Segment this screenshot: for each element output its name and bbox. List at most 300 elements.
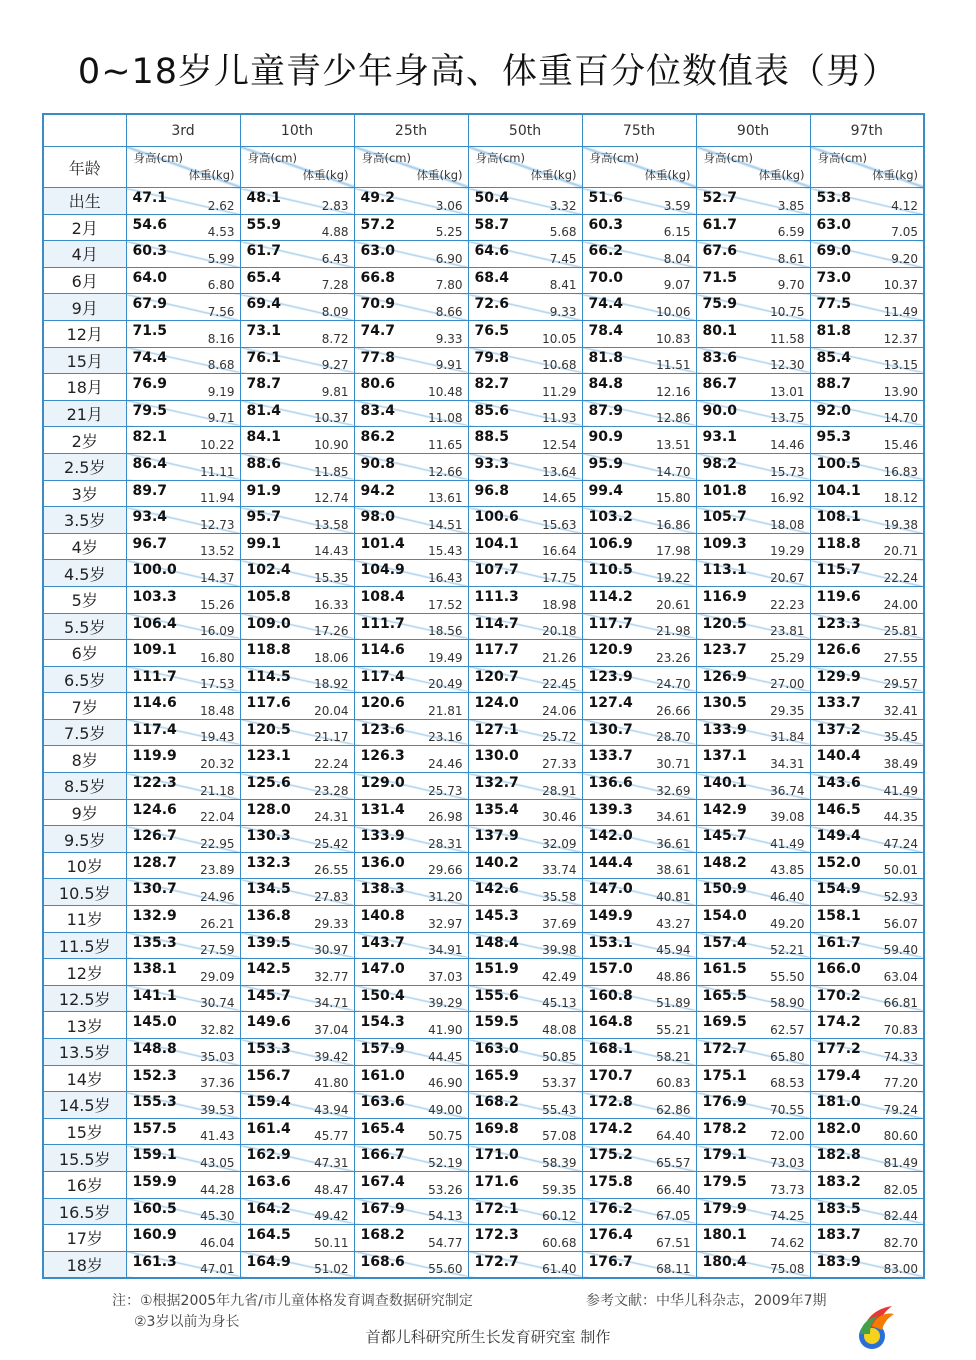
height-value: 149.6 (246, 1014, 291, 1031)
age-cell: 4岁 (43, 533, 126, 560)
value-cell (354, 267, 468, 294)
weight-value: 29.35 (770, 703, 805, 718)
height-value: 48.1 (246, 190, 282, 206)
height-value: 157.9 (360, 1041, 405, 1057)
value-cell (696, 533, 810, 560)
weight-value: 45.77 (314, 1129, 349, 1144)
value-cell (810, 666, 924, 693)
height-value: 102.4 (246, 562, 291, 579)
height-value: 70.9 (360, 296, 396, 313)
value-cell (810, 799, 924, 826)
weight-value: 4.53 (207, 225, 235, 240)
weight-value: 62.57 (770, 1023, 805, 1037)
weight-value: 66.81 (883, 996, 918, 1011)
value-cell (468, 826, 582, 853)
height-value: 130.0 (474, 748, 519, 765)
height-value: 123.7 (702, 642, 747, 659)
age-cell: 4月 (43, 241, 126, 268)
value-cell (354, 985, 468, 1012)
weight-value: 38.49 (883, 757, 918, 772)
weight-value: 49.42 (314, 1209, 349, 1224)
value-cell (240, 932, 354, 959)
weight-value: 80.60 (883, 1129, 918, 1144)
value-cell (126, 719, 240, 746)
height-value: 179.9 (702, 1200, 747, 1217)
height-value: 120.5 (246, 721, 291, 738)
height-value: 174.2 (588, 1120, 633, 1137)
weight-value: 12.66 (428, 464, 463, 479)
weight-value: 21.81 (428, 703, 463, 718)
weight-value: 32.77 (314, 969, 349, 984)
weight-value: 10.37 (883, 278, 918, 293)
age-cell: 15岁 (43, 1118, 126, 1145)
height-value: 69.4 (246, 296, 282, 313)
age-cell: 3岁 (43, 480, 126, 507)
value-cell (240, 347, 354, 374)
weight-value: 20.71 (883, 544, 918, 559)
value-cell (354, 480, 468, 507)
height-value: 94.2 (360, 482, 396, 499)
weight-value: 59.40 (883, 943, 918, 958)
weight-value: 25.73 (428, 783, 463, 798)
height-value: 166.0 (816, 961, 861, 978)
weight-value: 6.90 (435, 251, 463, 266)
height-value: 76.1 (246, 349, 282, 366)
value-cell (354, 188, 468, 215)
weight-value: 72.00 (770, 1129, 805, 1144)
weight-value: 47.01 (200, 1262, 235, 1277)
height-value: 138.3 (360, 881, 405, 898)
value-cell (354, 826, 468, 853)
weight-value: 20.49 (428, 677, 463, 692)
weight-value: 43.85 (770, 863, 805, 878)
height-value: 55.9 (246, 216, 282, 233)
value-cell (696, 1039, 810, 1066)
age-cell: 9岁 (43, 799, 126, 826)
value-cell (354, 241, 468, 268)
height-value: 179.5 (702, 1173, 747, 1190)
age-cell: 12月 (43, 320, 126, 347)
height-subheader: 身高(cm) (475, 151, 525, 165)
table-row (43, 214, 924, 241)
value-cell (354, 666, 468, 693)
weight-value: 15.35 (314, 570, 349, 585)
weight-value: 12.30 (770, 358, 805, 373)
weight-value: 24.00 (883, 597, 918, 612)
height-value: 155.6 (474, 987, 519, 1004)
height-value: 135.3 (132, 934, 177, 951)
weight-value: 74.25 (770, 1209, 805, 1224)
value-cell (810, 773, 924, 800)
height-value: 149.9 (588, 908, 633, 925)
table-row (43, 1012, 924, 1039)
height-value: 124.6 (132, 801, 177, 818)
footnote-2: ②3岁以前为身长 (134, 1314, 240, 1330)
age-cell: 15.5岁 (43, 1145, 126, 1172)
height-value: 104.9 (360, 562, 405, 579)
height-value: 172.8 (588, 1094, 633, 1111)
height-value: 117.4 (360, 668, 405, 685)
value-cell (126, 586, 240, 613)
weight-value: 68.11 (656, 1262, 691, 1277)
height-value: 168.2 (360, 1227, 405, 1244)
value-cell (126, 241, 240, 268)
height-value: 160.5 (132, 1200, 177, 1217)
value-cell (468, 906, 582, 933)
value-cell (468, 1198, 582, 1225)
weight-value: 29.33 (314, 916, 349, 931)
height-subheader: 身高(cm) (703, 151, 753, 165)
weight-value: 58.90 (770, 996, 805, 1011)
value-cell (810, 453, 924, 480)
value-cell (468, 879, 582, 906)
age-cell: 6月 (43, 267, 126, 294)
value-cell (354, 1065, 468, 1092)
value-cell (468, 746, 582, 773)
weight-value: 31.20 (428, 890, 463, 905)
height-value: 168.2 (474, 1094, 519, 1111)
height-value: 167.9 (360, 1200, 405, 1217)
weight-value: 38.61 (656, 863, 691, 878)
value-cell (582, 852, 696, 879)
weight-value: 7.28 (321, 278, 349, 293)
weight-value: 2.62 (207, 198, 235, 213)
height-value: 140.4 (816, 748, 861, 765)
table-row (43, 374, 924, 401)
value-cell (240, 1012, 354, 1039)
height-value: 114.2 (588, 588, 633, 605)
weight-value: 16.80 (200, 650, 235, 665)
weight-value: 10.90 (314, 437, 349, 452)
height-value: 63.0 (816, 216, 852, 233)
table-row (43, 453, 924, 480)
height-value: 61.7 (246, 243, 282, 260)
weight-value: 23.89 (200, 863, 235, 878)
weight-value: 11.08 (428, 411, 463, 426)
weight-value: 27.33 (542, 757, 577, 772)
height-value: 49.2 (360, 190, 396, 206)
value-cell (582, 1118, 696, 1145)
weight-value: 36.61 (656, 836, 691, 851)
height-value: 73.0 (816, 269, 852, 286)
weight-subheader: 体重(kg) (302, 168, 349, 182)
height-value: 163.6 (246, 1173, 291, 1190)
value-cell (696, 586, 810, 613)
weight-value: 8.68 (207, 358, 235, 373)
age-cell: 8岁 (43, 746, 126, 773)
height-value: 132.9 (132, 908, 177, 925)
weight-value: 64.40 (656, 1129, 691, 1144)
value-cell (696, 613, 810, 640)
height-value: 132.3 (246, 854, 291, 871)
height-value: 80.6 (360, 376, 396, 393)
weight-value: 50.01 (883, 863, 918, 878)
value-cell (468, 799, 582, 826)
value-cell (696, 214, 810, 241)
subheader-cell (240, 147, 354, 188)
weight-value: 16.09 (200, 624, 235, 639)
weight-value: 18.12 (883, 491, 918, 506)
height-value: 106.4 (132, 615, 177, 632)
height-value: 77.8 (360, 349, 396, 366)
weight-value: 45.94 (656, 943, 691, 958)
height-value: 52.7 (702, 190, 738, 206)
value-cell (582, 480, 696, 507)
table-row (43, 400, 924, 427)
height-value: 152.3 (132, 1067, 177, 1084)
height-value: 87.9 (588, 402, 624, 419)
weight-value: 18.92 (314, 677, 349, 692)
institute-logo (850, 1300, 898, 1352)
height-value: 64.6 (474, 243, 510, 260)
value-cell (354, 1012, 468, 1039)
value-cell (240, 852, 354, 879)
height-value: 176.7 (588, 1253, 633, 1270)
value-cell (582, 879, 696, 906)
height-value: 115.7 (816, 562, 861, 579)
height-value: 163.6 (360, 1094, 405, 1111)
value-cell (354, 773, 468, 800)
table-row (43, 1118, 924, 1145)
value-cell (354, 852, 468, 879)
weight-value: 55.43 (542, 1102, 577, 1117)
value-cell (810, 1092, 924, 1119)
height-value: 57.2 (360, 216, 396, 233)
value-cell (354, 427, 468, 454)
value-cell (240, 666, 354, 693)
weight-value: 58.39 (542, 1155, 577, 1170)
height-value: 175.2 (588, 1147, 633, 1164)
value-cell (240, 214, 354, 241)
height-value: 100.0 (132, 562, 177, 579)
height-value: 176.2 (588, 1200, 633, 1217)
value-cell (810, 267, 924, 294)
age-cell: 9.5岁 (43, 826, 126, 853)
height-value: 134.5 (246, 881, 291, 898)
height-value: 60.3 (132, 243, 168, 260)
weight-value: 27.59 (200, 943, 235, 958)
table-row (43, 879, 924, 906)
weight-value: 74.62 (770, 1235, 805, 1250)
height-value: 60.3 (588, 216, 624, 233)
weight-value: 30.46 (542, 810, 577, 825)
weight-value: 53.37 (542, 1076, 577, 1091)
value-cell (468, 294, 582, 321)
height-value: 178.2 (702, 1120, 747, 1137)
weight-value: 17.53 (200, 677, 235, 692)
weight-value: 24.31 (314, 810, 349, 825)
value-cell (582, 586, 696, 613)
weight-value: 23.26 (656, 650, 691, 665)
height-value: 101.8 (702, 482, 747, 499)
height-value: 183.9 (816, 1253, 861, 1270)
weight-value: 15.73 (770, 464, 805, 479)
value-cell (354, 1171, 468, 1198)
weight-value: 21.17 (314, 730, 349, 745)
height-value: 145.7 (246, 987, 291, 1004)
value-cell (240, 826, 354, 853)
height-value: 153.1 (588, 934, 633, 951)
value-cell (126, 1012, 240, 1039)
value-cell (468, 1225, 582, 1252)
value-cell (810, 1225, 924, 1252)
weight-value: 53.26 (428, 1182, 463, 1197)
age-cell: 5岁 (43, 586, 126, 613)
height-value: 109.1 (132, 642, 177, 659)
weight-value: 14.46 (770, 437, 805, 452)
percentile-header-1: 10th (240, 114, 354, 147)
weight-value: 35.58 (542, 890, 577, 905)
weight-value: 16.64 (542, 544, 577, 559)
height-value: 54.6 (132, 216, 168, 233)
value-cell (582, 985, 696, 1012)
weight-value: 20.67 (770, 570, 805, 585)
value-cell (810, 374, 924, 401)
weight-value: 11.94 (200, 491, 235, 506)
weight-value: 73.03 (770, 1155, 805, 1170)
value-cell (126, 374, 240, 401)
weight-value: 32.41 (883, 703, 918, 718)
value-cell (468, 427, 582, 454)
weight-value: 82.44 (883, 1209, 918, 1224)
weight-value: 39.42 (314, 1049, 349, 1064)
value-cell (810, 533, 924, 560)
value-cell (468, 773, 582, 800)
value-cell (468, 507, 582, 534)
value-cell (810, 427, 924, 454)
height-value: 111.7 (360, 615, 405, 632)
height-value: 159.9 (132, 1173, 177, 1190)
value-cell (582, 241, 696, 268)
age-cell: 10.5岁 (43, 879, 126, 906)
weight-value: 22.95 (200, 836, 235, 851)
weight-value: 60.68 (542, 1235, 577, 1250)
age-cell: 18月 (43, 374, 126, 401)
value-cell (810, 1145, 924, 1172)
weight-value: 18.98 (542, 597, 577, 612)
value-cell (696, 799, 810, 826)
weight-value: 44.35 (883, 810, 918, 825)
height-value: 137.1 (702, 748, 747, 765)
maker-credit: 首都儿科研究所生长发育研究室 制作 (365, 1328, 611, 1346)
weight-value: 11.58 (770, 331, 805, 346)
height-value: 69.0 (816, 243, 852, 260)
height-value: 145.0 (132, 1014, 177, 1031)
value-cell (696, 932, 810, 959)
height-value: 120.9 (588, 642, 633, 659)
percentile-header-5: 90th (696, 114, 810, 147)
height-value: 98.2 (702, 455, 738, 472)
height-value: 140.1 (702, 775, 747, 792)
percentile-header-4: 75th (582, 114, 696, 147)
weight-value: 51.02 (314, 1262, 349, 1277)
value-cell (240, 453, 354, 480)
table-row (43, 560, 924, 587)
value-cell (582, 214, 696, 241)
height-value: 162.9 (246, 1147, 291, 1164)
weight-value: 12.16 (656, 384, 691, 399)
weight-value: 37.03 (428, 969, 463, 984)
height-value: 128.7 (132, 854, 177, 871)
weight-value: 24.70 (656, 677, 691, 692)
weight-value: 10.37 (314, 411, 349, 426)
height-value: 146.5 (816, 801, 861, 818)
height-value: 95.3 (816, 429, 852, 446)
table-row (43, 959, 924, 986)
value-cell (696, 374, 810, 401)
height-value: 88.7 (816, 376, 852, 393)
value-cell (468, 1065, 582, 1092)
height-value: 84.8 (588, 376, 624, 393)
height-value: 151.9 (474, 961, 519, 978)
height-value: 171.0 (474, 1147, 519, 1164)
weight-value: 23.81 (770, 624, 805, 639)
height-value: 167.4 (360, 1173, 405, 1190)
height-value: 172.7 (474, 1253, 519, 1270)
value-cell (696, 719, 810, 746)
value-cell (810, 400, 924, 427)
value-cell (696, 1012, 810, 1039)
weight-value: 22.24 (883, 570, 918, 585)
value-cell (126, 1092, 240, 1119)
value-cell (696, 480, 810, 507)
value-cell (126, 320, 240, 347)
weight-value: 12.73 (200, 517, 235, 532)
weight-value: 73.73 (770, 1182, 805, 1197)
value-cell (354, 1092, 468, 1119)
weight-value: 44.45 (428, 1049, 463, 1064)
percentile-header-6: 97th (810, 114, 924, 147)
height-value: 129.9 (816, 668, 861, 685)
age-cell: 13岁 (43, 1012, 126, 1039)
value-cell (810, 560, 924, 587)
height-value: 157.5 (132, 1120, 177, 1137)
weight-value: 25.29 (770, 650, 805, 665)
value-cell (240, 959, 354, 986)
weight-value: 32.97 (428, 916, 463, 931)
height-value: 169.5 (702, 1014, 747, 1031)
value-cell (696, 1251, 810, 1278)
weight-value: 3.85 (777, 198, 805, 213)
value-cell (240, 693, 354, 720)
height-value: 95.9 (588, 455, 624, 472)
value-cell (696, 1092, 810, 1119)
height-value: 161.7 (816, 934, 861, 951)
table-row (43, 241, 924, 268)
height-value: 148.2 (702, 854, 747, 871)
height-value: 161.4 (246, 1120, 291, 1137)
weight-value: 82.05 (883, 1182, 918, 1197)
weight-value: 46.40 (770, 890, 805, 905)
height-value: 176.9 (702, 1094, 747, 1111)
weight-value: 16.43 (428, 570, 463, 585)
weight-value: 17.75 (542, 570, 577, 585)
value-cell (468, 533, 582, 560)
value-cell (240, 586, 354, 613)
value-cell (468, 1251, 582, 1278)
value-cell (810, 241, 924, 268)
weight-value: 16.86 (656, 517, 691, 532)
height-value: 170.2 (816, 987, 861, 1004)
table-row (43, 613, 924, 640)
value-cell (240, 320, 354, 347)
weight-subheader: 体重(kg) (188, 168, 235, 182)
height-value: 117.7 (588, 615, 633, 632)
weight-value: 28.70 (656, 730, 691, 745)
weight-value: 26.55 (314, 863, 349, 878)
value-cell (468, 640, 582, 667)
value-cell (696, 1118, 810, 1145)
